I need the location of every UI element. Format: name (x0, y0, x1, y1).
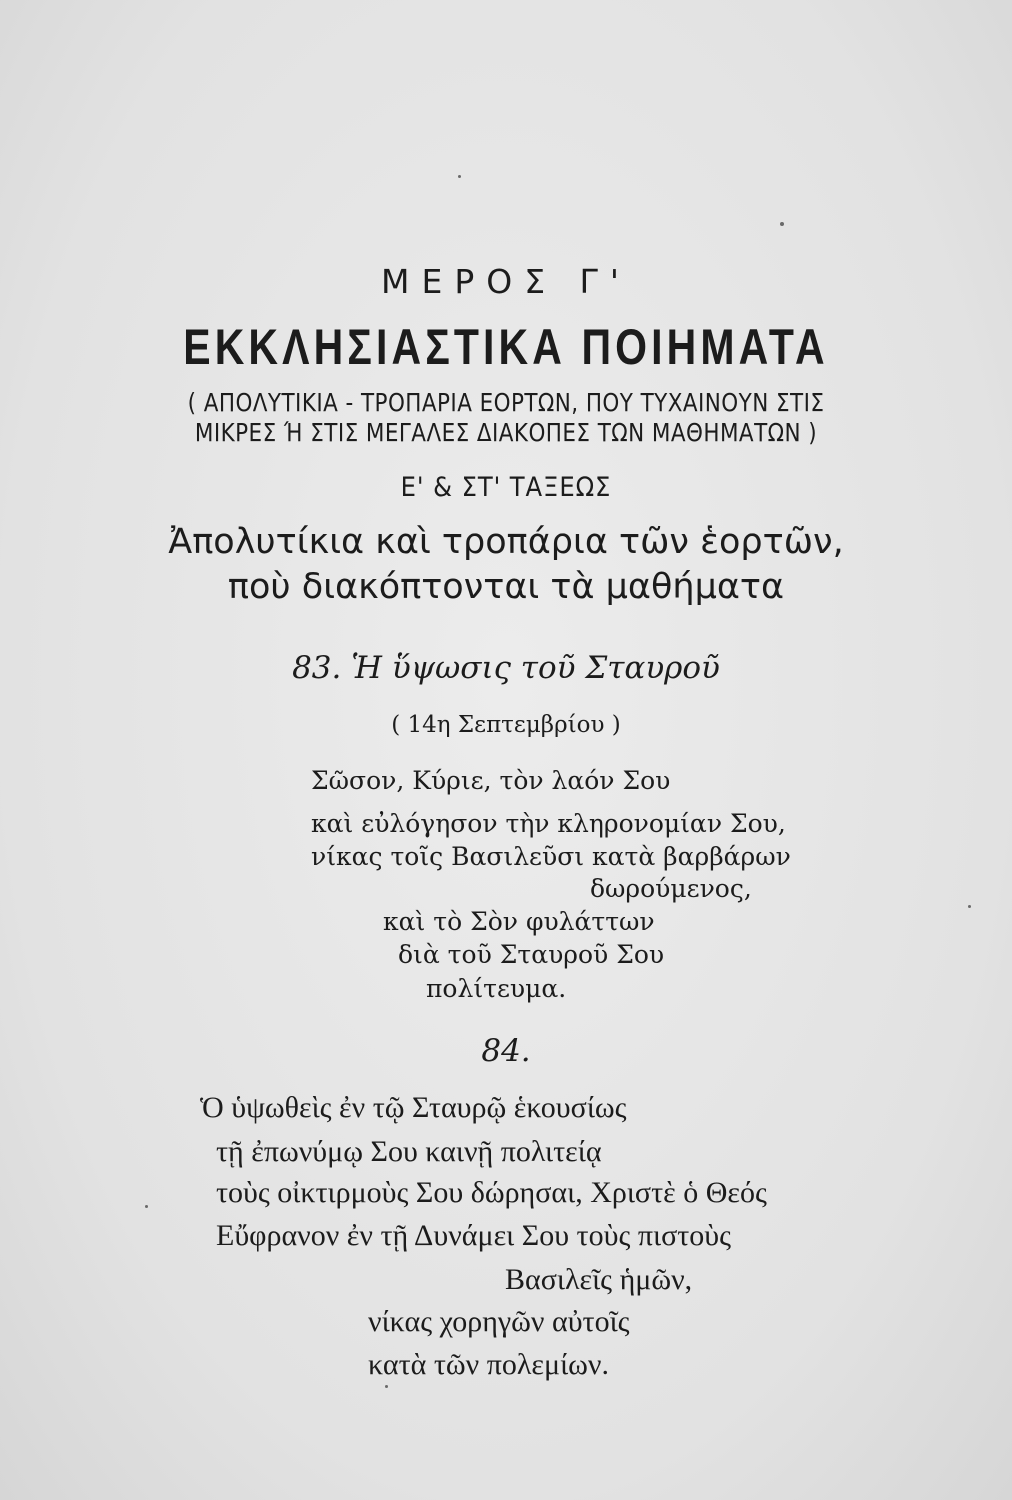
poem-84-line: τῇ ἐπωνύμῳ Σου καινῇ πολιτείᾳ (216, 1135, 602, 1168)
section-heading-line-1: Ἀπολυτίκια καὶ τροπάρια τῶν ἑορτῶν, (168, 522, 844, 562)
poem-84-line: κατὰ τῶν πολεμίων. (368, 1348, 609, 1381)
paper-speck (780, 222, 784, 226)
poem-83-line: Σῶσον, Κύριε, τὸν λαόν Σου (311, 766, 671, 795)
paper-speck (385, 1385, 388, 1388)
poem-84-line: Ὁ ὑψωθεὶς ἐν τῷ Σταυρῷ ἑκουσίως (200, 1091, 627, 1124)
paper-speck (458, 175, 461, 178)
poem-83-title: 83. Ἡ ὕψωσις τοῦ Σταυροῦ (292, 650, 720, 686)
section-heading-line-2: ποὺ διακόπτονται τὰ μαθήματα (227, 567, 785, 607)
subtitle-line-1: ( ΑΠΟΛΥΤΙΚΙΑ - ΤΡΟΠΑΡΙΑ ΕΟΡΤΩΝ, ΠΟΥ ΤΥΧΑΙΝΟΥΝ ΣΤΙΣ (187, 388, 825, 417)
poem-84-line: νίκας χορηγῶν αὐτοῖς (368, 1305, 630, 1338)
poem-84-line: Βασιλεῖς ἡμῶν, (505, 1263, 693, 1296)
poem-84-number: 84. (481, 1033, 531, 1069)
poem-83-line: καὶ εὐλόγησον τὴν κληρονομίαν Σου, (311, 809, 786, 838)
paper-speck (968, 905, 971, 908)
part-label: ΜΕΡΟΣ Γ' (381, 262, 631, 301)
poem-84-line: τοὺς οἰκτιρμοὺς Σου δώρησαι, Χριστὲ ὁ Θεός (216, 1176, 767, 1209)
poem-83-line: καὶ τὸ Σὸν φυλάττων (383, 907, 655, 936)
poem-84-line: Εὔφρανον ἐν τῇ Δυνάμει Σου τοὺς πιστοὺς (216, 1219, 732, 1252)
poem-83-line: δωρούμενος, (590, 874, 752, 903)
subtitle-line-2: ΜΙΚΡΕΣ Ή ΣΤΙΣ ΜΕΓΑΛΕΣ ΔΙΑΚΟΠΕΣ ΤΩΝ ΜΑΘΗΜΑΤΩΝ ) (194, 418, 818, 447)
poem-83-line: διὰ τοῦ Σταυροῦ Σου (398, 940, 665, 969)
poem-83-date: ( 14η Σεπτεμβρίου ) (391, 712, 621, 738)
paper-speck (145, 1205, 148, 1208)
grade-label: Ε' & ΣΤ' ΤΑΞΕΩΣ (400, 472, 612, 503)
poem-83-line: πολίτευμα. (426, 974, 567, 1003)
poem-83-line: νίκας τοῖς Βασιλεῦσι κατὰ βαρβάρων (311, 842, 791, 871)
page-title: ΕΚΚΛΗΣΙΑΣΤΙΚΑ ΠΟΙΗΜΑΤΑ (183, 319, 829, 375)
